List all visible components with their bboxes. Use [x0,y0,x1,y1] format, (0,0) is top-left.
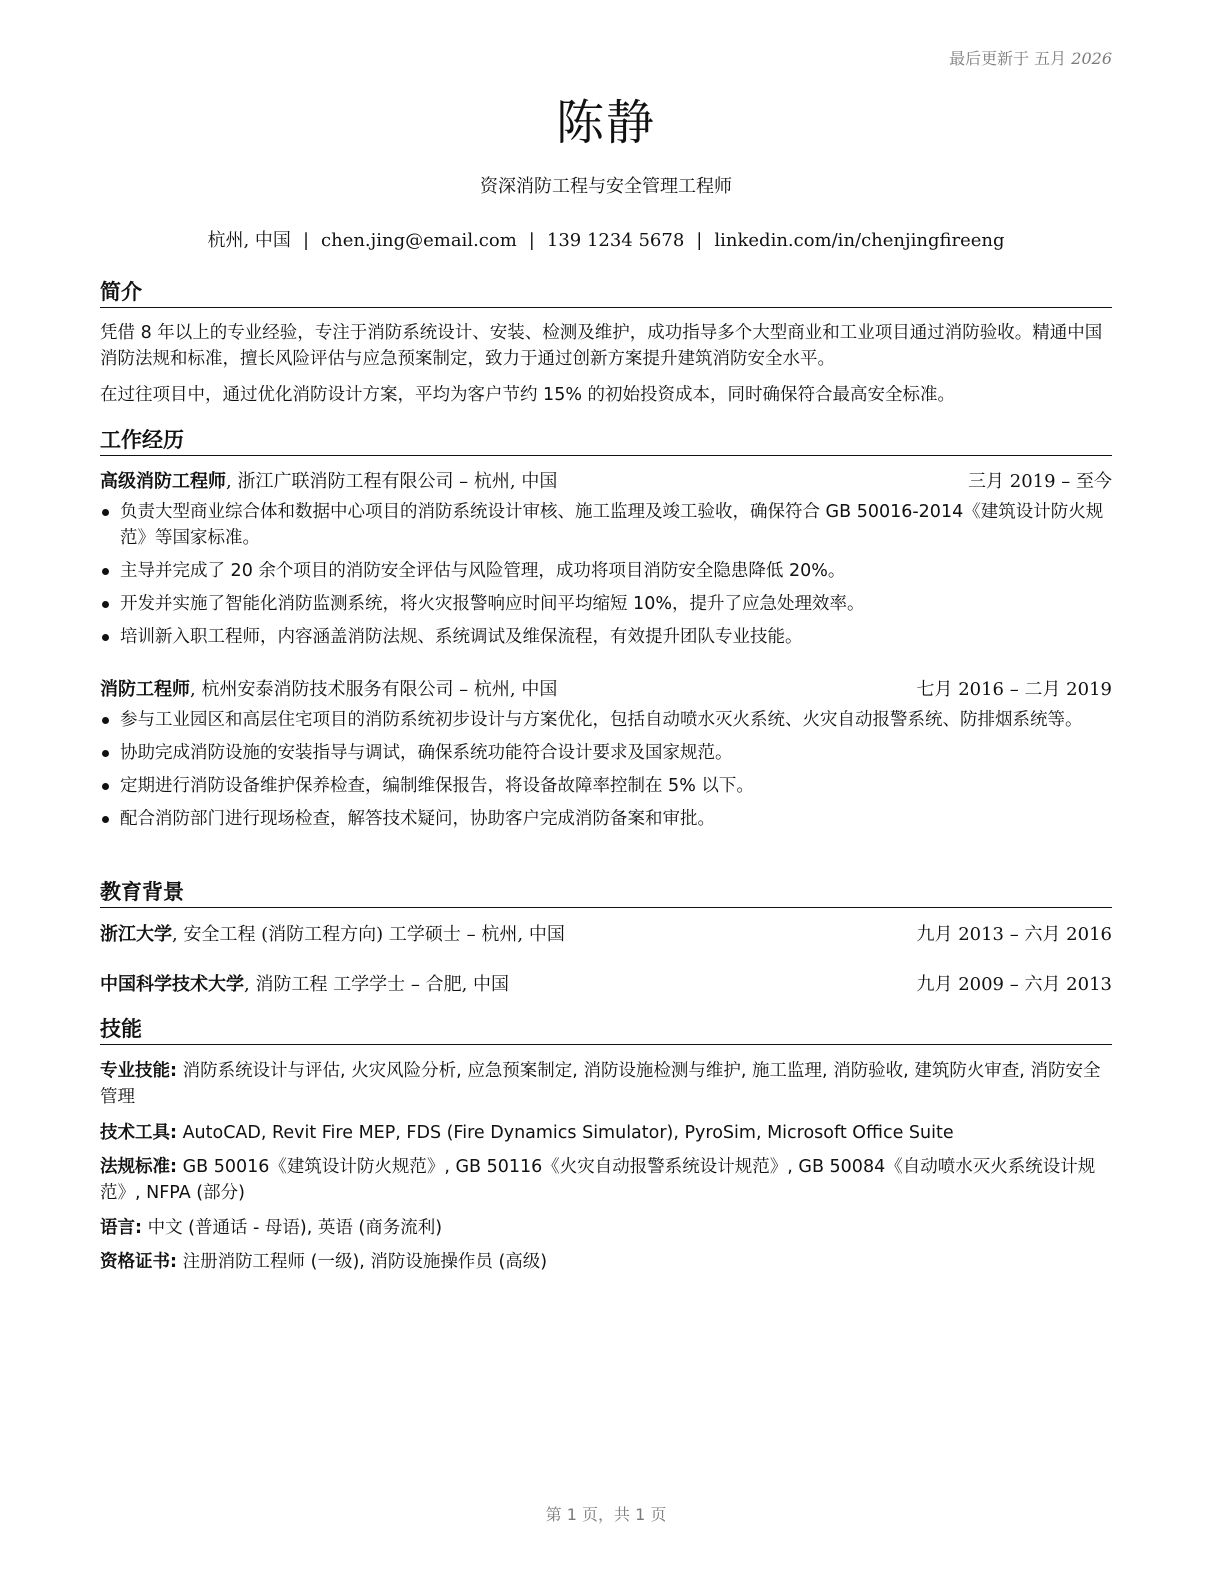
skill-label: 技术工具: [100,1123,177,1143]
skill-line [100,1215,1112,1241]
skill-label: 资格证书: [100,1252,177,1272]
job-bullets [100,707,1112,839]
contact-separator: | [696,230,703,251]
skill-label: 语言: [100,1218,142,1238]
contact-location: 杭州, 中国 [207,230,291,251]
list-item: 主导并完成了 20 余个项目的消防安全评估与风险管理，成功将项目消防安全隐患降低 20%。 [100,558,1112,584]
education-dates: 九月 2013 – 六月 2016 [916,924,1112,945]
summary-paragraph: 在过往项目中，通过优化消防设计方案，平均为客户节约 15% 的初始投资成本，同时确保符合最高安全标准。 [100,385,956,405]
job-org: , 浙江广联消防工程有限公司 – 杭州, 中国 [226,471,558,492]
job-role: 消防工程师 [100,679,190,700]
contact-separator: | [302,230,310,251]
skill-label: 法规标准: [100,1157,177,1177]
list-item: 负责大型商业综合体和数据中心项目的消防系统设计审核、施工监理及竣工验收，确保符合 GB 50016-2014《建筑设计防火规范》等国家标准。 [100,499,1112,551]
job-dates: 三月 2019 – 至今 [968,471,1112,492]
skill-line [100,1120,1112,1146]
section-heading-experience: 工作经历 [100,426,1112,456]
last-updated-year: 2026 [1071,49,1112,68]
job-bullets [100,499,1112,657]
contact-linkedin[interactable]: linkedin.com/in/chenjingfireeng [714,230,1005,251]
degree-detail: , 安全工程 (消防工程方向) 工学硕士 – 杭州, 中国 [172,924,565,945]
skill-label: 专业技能: [100,1061,177,1081]
job-role: 高级消防工程师 [100,471,226,492]
contact-separator: | [528,230,535,251]
list-item: 协助完成消防设施的安装指导与调试，确保系统功能符合设计要求及国家规范。 [100,740,1112,766]
skill-value: 消防系统设计与评估, 火灾风险分析, 应急预案制定, 消防设施检测与维护, 施工监理, 消防验收, 建筑防火审查, 消防安全管理 [100,1061,1101,1107]
school-name: 浙江大学 [100,924,172,945]
education-entry [100,922,1112,948]
section-heading-education: 教育背景 [100,878,1112,908]
list-item: 定期进行消防设备维护保养检查，编制维保报告，将设备故障率控制在 5% 以下。 [100,773,1112,799]
resume-page [100,0,1112,1584]
skill-line [100,1249,1112,1275]
list-item: 配合消防部门进行现场检查，解答技术疑问，协助客户完成消防备案和审批。 [100,806,1112,832]
section-heading-summary: 简介 [100,278,1112,308]
school-name: 中国科学技术大学 [100,974,244,995]
education-dates: 九月 2009 – 六月 2013 [916,974,1112,995]
skill-value: AutoCAD, Revit Fire MEP, FDS (Fire Dynamics Simulator), PyroSim, Microsoft Office Suite [177,1123,954,1143]
contact-phone: 139 1234 5678 [546,230,685,251]
job-org: , 杭州安泰消防技术服务有限公司 – 杭州, 中国 [190,679,558,700]
contact-line [100,226,1112,252]
skill-value: GB 50016《建筑设计防火规范》, GB 50116《火灾自动报警系统设计规范》, GB 50084《自动喷水灭火系统设计规范》, NFPA (部分) [100,1157,1096,1203]
contact-email[interactable]: chen.jing@email.com [321,230,517,251]
page-footer: 第 1 页，共 1 页 [545,1505,667,1524]
skill-line [100,1154,1112,1206]
job-dates: 七月 2016 – 二月 2019 [916,679,1112,700]
education-entry [100,972,1112,998]
skill-value: 注册消防工程师 (一级), 消防设施操作员 (高级) [177,1252,548,1272]
degree-detail: , 消防工程 工学学士 – 合肥, 中国 [244,974,510,995]
list-item: 开发并实施了智能化消防监测系统，将火灾报警响应时间平均缩短 10%，提升了应急处理效率。 [100,591,1112,617]
job-title-org [100,677,557,703]
list-item: 参与工业园区和高层住宅项目的消防系统初步设计与方案优化，包括自动喷水灭火系统、火灾自动报警系统、防排烟系统等。 [100,707,1112,733]
job-header [100,469,1112,495]
job-title-org [100,469,557,495]
last-updated-text: 最后更新于 五月 [949,49,1067,68]
summary-paragraph: 凭借 8 年以上的专业经验，专注于消防系统设计、安装、检测及维护，成功指导多个大型商业和工业项目通过消防验收。精通中国消防法规和标准，擅长风险评估与应急预案制定，致力于通过创新方案提升建筑消防安全水平。 [100,323,1103,369]
candidate-name: 陈静 [555,95,656,151]
skill-value: 中文 (普通话 - 母语), 英语 (商务流利) [142,1218,443,1238]
section-heading-skills: 技能 [100,1015,1112,1045]
job-header [100,677,1112,703]
last-updated [949,46,1112,69]
skill-line [100,1058,1112,1110]
list-item: 培训新入职工程师，内容涵盖消防法规、系统调试及维保流程，有效提升团队专业技能。 [100,624,1112,650]
candidate-title: 资深消防工程与安全管理工程师 [480,176,732,197]
